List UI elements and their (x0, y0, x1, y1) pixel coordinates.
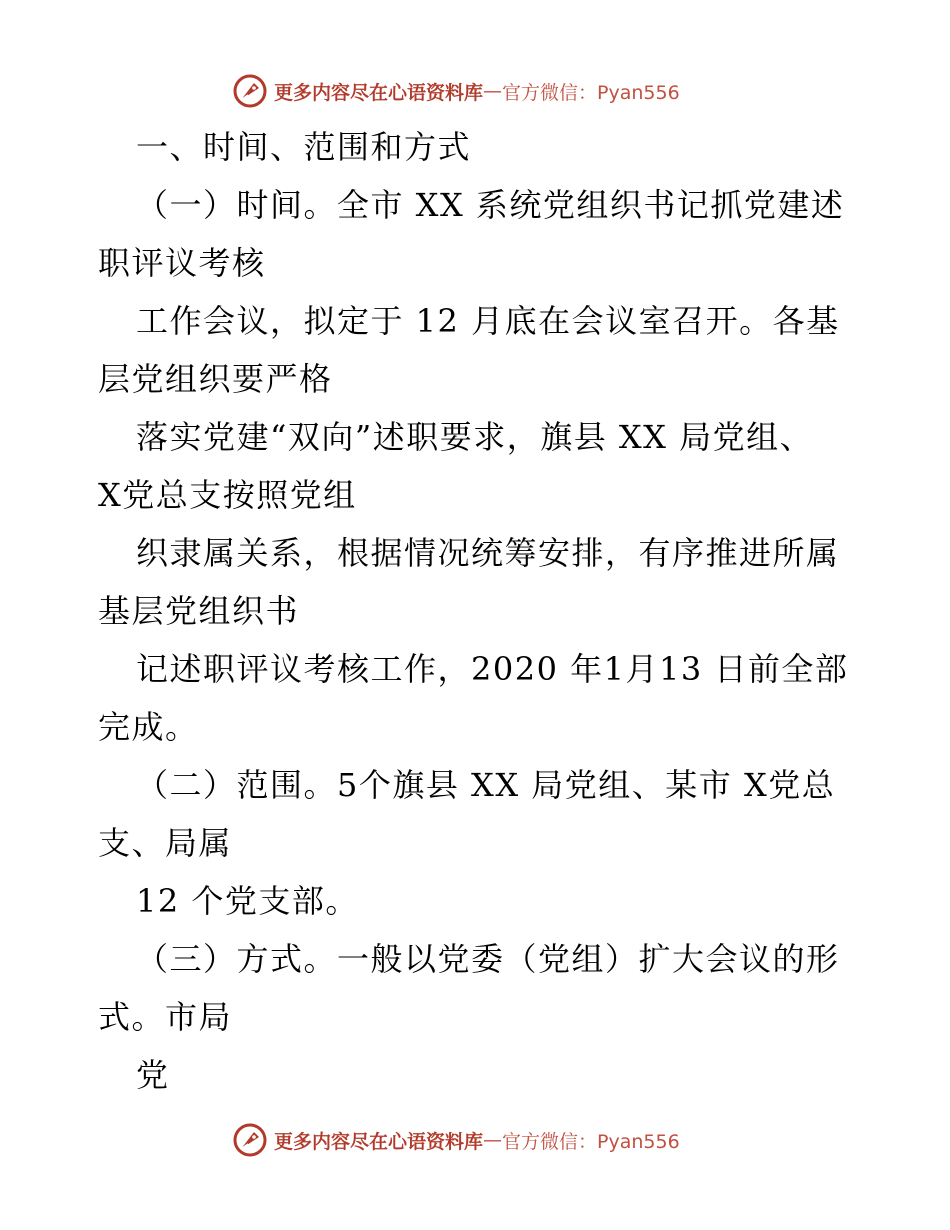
paragraph-line: 12 个党支部。 (136, 882, 359, 920)
banner-dash: — (483, 80, 503, 102)
paragraph-line: （三）方式。一般以党委（党组）扩大会议的形 (136, 940, 840, 978)
paragraph-line: 落实党建“双向”述职要求，旗县 XX 局党组、 (136, 418, 814, 456)
banner-wechat-text: 官方微信：Pyan556 (502, 1130, 680, 1153)
footer-banner (232, 1122, 680, 1158)
paragraph-line: 工作会议，拟定于 12 月底在会议室召开。各基 (136, 302, 840, 340)
header-banner (232, 73, 680, 109)
paragraph-line: 织隶属关系，根据情况统筹安排，有序推进所属 (136, 534, 840, 572)
section-heading: 一、时间、范围和方式 (136, 128, 472, 166)
banner-main-text: 更多内容尽在心语资料库 (274, 81, 484, 104)
paragraph-line: 职评议考核 (98, 244, 266, 282)
paragraph-line: 完成。 (98, 708, 199, 746)
paragraph-line: 党 (136, 1056, 170, 1094)
paragraph-line: 支、局属 (98, 824, 233, 862)
banner-dash: — (483, 1129, 503, 1151)
pen-nib-icon (232, 1122, 268, 1158)
pen-nib-icon (232, 73, 268, 109)
paragraph-line: 基层党组织书 (98, 592, 300, 630)
paragraph-line: 记述职评议考核工作，2020 年1月13 日前全部 (136, 650, 849, 688)
paragraph-line: 层党组织要严格 (98, 360, 333, 398)
paragraph-line: （一）时间。全市 XX 系统党组织书记抓党建述 (136, 186, 845, 224)
paragraph-line: X党总支按照党组 (98, 476, 357, 514)
paragraph-line: （二）范围。5个旗县 XX 局党组、某市 X党总 (136, 766, 836, 804)
banner-wechat-text: 官方微信：Pyan556 (502, 81, 680, 104)
paragraph-line: 式。市局 (98, 998, 233, 1036)
banner-main-text: 更多内容尽在心语资料库 (274, 1130, 484, 1153)
